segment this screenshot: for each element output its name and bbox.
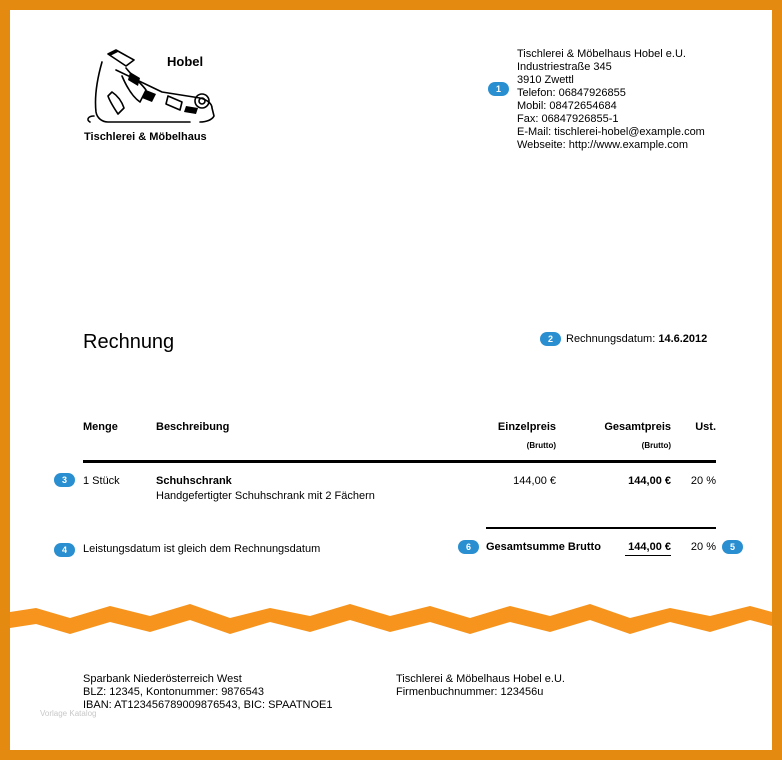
col-header-total: Gesamtpreis xyxy=(604,421,671,433)
col-header-unit: Einzelpreis xyxy=(497,421,556,433)
table-header-rule xyxy=(83,460,716,463)
sender-line: Mobil: 08472654684 xyxy=(517,100,617,112)
footer-bank xyxy=(83,673,333,712)
badge-4: 4 xyxy=(54,543,75,557)
row-vat: 20 % xyxy=(690,475,716,487)
col-header-qty: Menge xyxy=(83,421,118,433)
watermark: Vorlage Katalog xyxy=(40,709,97,718)
grand-total-value: 144,00 € xyxy=(628,541,671,553)
sender-line: Telefon: 06847926855 xyxy=(517,87,626,99)
col-header-vat: Ust. xyxy=(695,421,716,433)
sender-line: Industriestraße 345 xyxy=(517,61,612,73)
badge-2: 2 xyxy=(540,332,561,346)
grand-total-label: Gesamtsumme Brutto xyxy=(486,541,601,553)
decorative-wave xyxy=(10,598,772,644)
footer-company xyxy=(396,673,565,699)
badge-6: 6 xyxy=(458,540,479,554)
summary-rule xyxy=(486,527,716,529)
sender-address xyxy=(517,48,705,152)
sender-line: Fax: 06847926855-1 xyxy=(517,113,619,125)
hand-plane-logo-icon xyxy=(82,46,230,132)
invoice-date xyxy=(566,333,707,346)
sender-line: E-Mail: tischlerei-hobel@example.com xyxy=(517,126,705,138)
sender-line: 3910 Zwettl xyxy=(517,74,574,86)
row-qty: 1 Stück xyxy=(83,475,120,487)
document-title: Rechnung xyxy=(83,331,175,353)
footer-bank-line: IBAN: AT123456789009876543, BIC: SPAATNOE1 xyxy=(83,699,333,711)
badge-3: 3 xyxy=(54,473,75,487)
badge-1: 1 xyxy=(488,82,509,96)
col-header-desc: Beschreibung xyxy=(156,421,230,433)
grand-total-vat: 20 % xyxy=(690,541,716,553)
row-total-price: 144,00 € xyxy=(628,475,671,487)
logo-subtitle: Tischlerei & Möbelhaus xyxy=(84,131,207,143)
invoice-date-label: Rechnungsdatum: xyxy=(566,333,656,345)
sender-line: Webseite: http://www.example.com xyxy=(517,139,688,151)
footer-company-line: Tischlerei & Möbelhaus Hobel e.U. xyxy=(396,673,565,685)
invoice-page xyxy=(10,10,772,750)
col-header-total-sub: (Brutto) xyxy=(641,441,671,450)
service-date-note: Leistungsdatum ist gleich dem Rechnungsdatum xyxy=(83,543,321,555)
logo-name: Hobel xyxy=(167,54,204,69)
invoice-date-value: 14.6.2012 xyxy=(658,333,708,345)
row-title: Schuhschrank xyxy=(156,475,232,487)
sender-line: Tischlerei & Möbelhaus Hobel e.U. xyxy=(517,48,686,60)
row-desc: Handgefertigter Schuhschrank mit 2 Fächern xyxy=(156,490,375,502)
col-header-unit-sub: (Brutto) xyxy=(526,441,556,450)
badge-5: 5 xyxy=(722,540,743,554)
grand-total-underline xyxy=(625,555,671,556)
row-unit-price: 144,00 € xyxy=(513,475,556,487)
footer-company-line: Firmenbuchnummer: 123456u xyxy=(396,686,544,698)
footer-bank-line: Sparbank Niederösterreich West xyxy=(83,673,242,685)
footer-bank-line: BLZ: 12345, Kontonummer: 9876543 xyxy=(83,686,265,698)
